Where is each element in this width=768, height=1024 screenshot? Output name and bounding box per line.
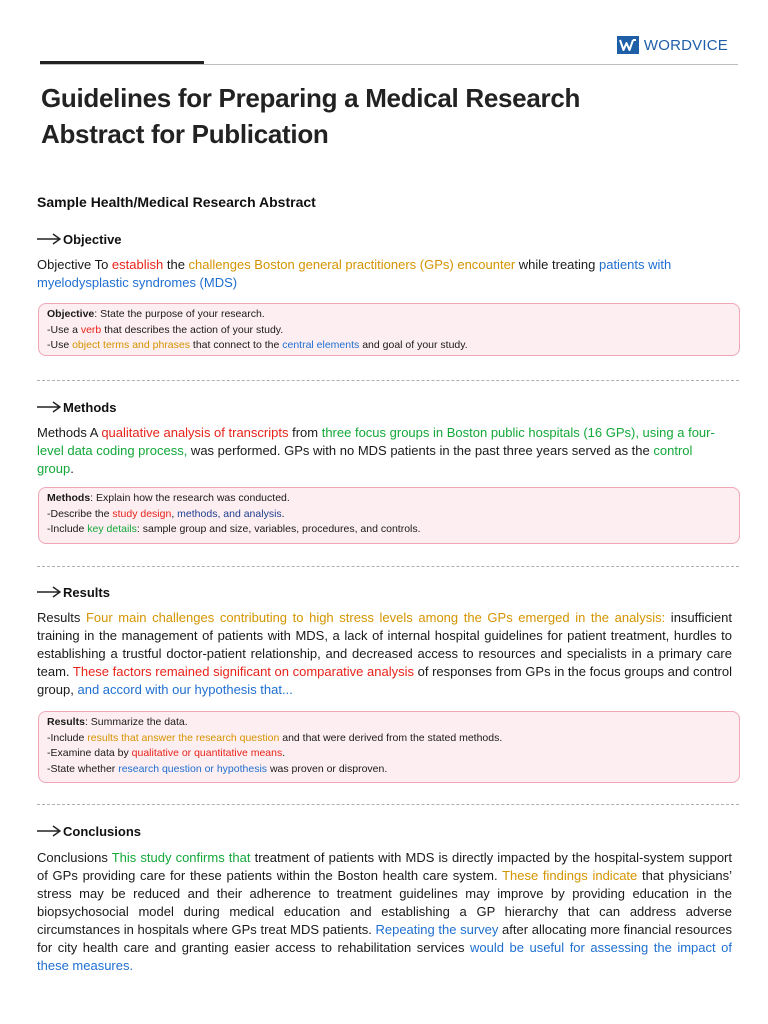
objective-guideline-box: [38, 303, 740, 356]
results-text-1: Results: [37, 610, 86, 625]
note-highlight: methods, and analysis: [177, 507, 282, 520]
results-note-text: : Summarize the data.: [84, 716, 188, 728]
objective-text-3: while treating: [515, 257, 599, 272]
objective-paragraph: [37, 256, 732, 292]
conclusions-heading-label: Conclusions: [63, 823, 142, 839]
note-text: and goal of your study.: [359, 339, 468, 351]
results-guideline-box: [38, 711, 740, 783]
objective-text-2: the: [163, 257, 189, 272]
note-text: -Examine data by: [47, 747, 132, 759]
section-heading-results: [36, 584, 110, 600]
objective-verb-highlight: establish: [111, 257, 164, 272]
results-hypothesis-highlight: and accord with our hypothesis that...: [77, 682, 293, 697]
results-note-line-1: [47, 715, 731, 731]
brand-logo-group: [617, 36, 728, 54]
objective-note-label: Objective: [47, 308, 95, 320]
objective-note-text: : State the purpose of your research.: [94, 308, 265, 320]
section-divider: [37, 380, 739, 381]
note-highlight: results that answer the research question: [87, 731, 280, 744]
conclusions-text-2: treatment of patients with MDS is directly impacted by the hospital-system support of GPs providing care for these patients within the Boston health care system.: [37, 850, 732, 883]
methods-note-line-1: [47, 491, 731, 507]
methods-note-line-3: [47, 522, 731, 538]
note-text: .: [281, 507, 285, 520]
note-text: .: [282, 747, 286, 759]
note-text: -Include: [47, 523, 88, 535]
page-title: [41, 80, 681, 152]
note-text: -Include: [47, 731, 88, 744]
methods-guideline-box: [38, 487, 740, 544]
methods-paragraph: [37, 424, 732, 478]
objective-central-highlight: patients with myelodysplastic syndromes (MDS): [37, 257, 672, 290]
methods-note-line-2: [47, 507, 731, 523]
brand-name: WORDVICE: [643, 36, 728, 54]
note-highlight: key details: [87, 523, 137, 535]
section-heading-objective: [36, 231, 122, 247]
note-highlight: verb: [80, 323, 102, 336]
objective-object-highlight: challenges Boston general practitioners (GPs) encounter: [188, 257, 516, 272]
subtitle: Sample Health/Medical Research Abstract: [37, 194, 316, 210]
methods-details-highlight: three focus groups in Boston public hospitals (16 GPs), using a four-level data coding process,: [37, 425, 715, 458]
note-text: that describes the action of your study.: [101, 323, 284, 336]
note-highlight: research question or hypothesis: [118, 762, 268, 775]
right-arrow-icon: [36, 586, 62, 598]
note-text: -State whether: [47, 762, 119, 775]
methods-design-highlight: qualitative analysis of transcripts: [101, 425, 289, 440]
objective-note-line-2: [47, 323, 731, 339]
methods-control-highlight: control group: [37, 443, 693, 476]
note-text: ,: [171, 507, 178, 520]
methods-note-text: : Explain how the research was conducted.: [90, 492, 290, 504]
title-line-2: Abstract for Publication: [41, 119, 329, 149]
results-paragraph: [37, 609, 732, 699]
conclusions-findings-highlight: These findings indicate: [502, 868, 638, 883]
methods-note-label: Methods: [47, 492, 91, 504]
conclusions-paragraph: [37, 849, 732, 975]
conclusions-survey-highlight: Repeating the survey: [375, 922, 499, 937]
results-note-line-4: [47, 762, 731, 778]
results-analysis-highlight: These factors remained significant on comparative analysis: [72, 664, 414, 679]
methods-heading-label: Methods: [63, 399, 117, 415]
results-heading-label: Results: [63, 584, 110, 600]
results-note-line-3: [47, 746, 731, 762]
section-heading-methods: [36, 399, 116, 415]
results-text-2: insufficient training in the management of patients with MDS, a lack of internal hospital guidelines for patient treatment, hurdles to establishing a trustful doctor-patient relationship, and decreased access to resources and specialists in a primary care team.: [37, 610, 732, 679]
header-rule-thin: [40, 64, 738, 65]
title-line-1: Guidelines for Preparing a Medical Research: [41, 83, 581, 113]
section-divider: [37, 804, 739, 805]
note-text: -Describe the: [47, 507, 113, 520]
results-note-label: Results: [47, 716, 85, 728]
right-arrow-icon: [36, 233, 62, 245]
conclusions-text-3: that physicians’ stress may be reduced and their adherence to treatment guidelines may improve by providing education in the biopsychosocial model during medical education and establishing a GP hierarchy that can address adverse circumstances in hospitals where GPs treat MDS patients.: [37, 868, 732, 937]
section-heading-conclusions: [36, 823, 141, 839]
objective-heading-label: Objective: [63, 231, 122, 247]
methods-text-2: from: [288, 425, 322, 440]
results-findings-highlight: Four main challenges contributing to high stress levels among the GPs emerged in the analysis:: [85, 610, 666, 625]
note-text: -Use: [47, 339, 73, 351]
results-text-3: of responses from GPs in the focus groups and control group,: [37, 664, 732, 697]
methods-text-4: .: [70, 461, 74, 476]
objective-note-line-1: [47, 307, 731, 323]
note-highlight: central elements: [282, 339, 360, 351]
conclusions-text-4: after allocating more financial resources for city health care and granting easier access to rehabilitation services: [37, 922, 733, 955]
wordvice-logo-icon: [617, 36, 639, 54]
note-highlight: object terms and phrases: [72, 339, 190, 351]
methods-text-3: was performed. GPs with no MDS patients in the past three years served as the: [187, 443, 654, 458]
note-text: : sample group and size, variables, procedures, and controls.: [136, 523, 421, 535]
note-text: that connect to the: [190, 339, 283, 351]
note-text: -Use a: [47, 323, 81, 336]
right-arrow-icon: [36, 825, 62, 837]
right-arrow-icon: [36, 401, 62, 413]
note-highlight: qualitative or quantitative means: [131, 747, 283, 759]
methods-text-1: Methods A: [37, 425, 102, 440]
conclusions-text-1: Conclusions: [37, 850, 112, 865]
section-divider: [37, 566, 739, 567]
conclusions-useful-highlight: would be useful for assessing the impact of these measures.: [37, 940, 732, 973]
results-note-line-2: [47, 731, 731, 747]
conclusions-confirm-highlight: This study confirms that: [111, 850, 251, 865]
note-text: and that were derived from the stated methods.: [279, 731, 503, 744]
note-highlight: study design: [112, 507, 172, 520]
note-text: was proven or disproven.: [267, 762, 388, 775]
objective-text-1: Objective To: [37, 257, 112, 272]
objective-note-line-3: [47, 338, 731, 354]
